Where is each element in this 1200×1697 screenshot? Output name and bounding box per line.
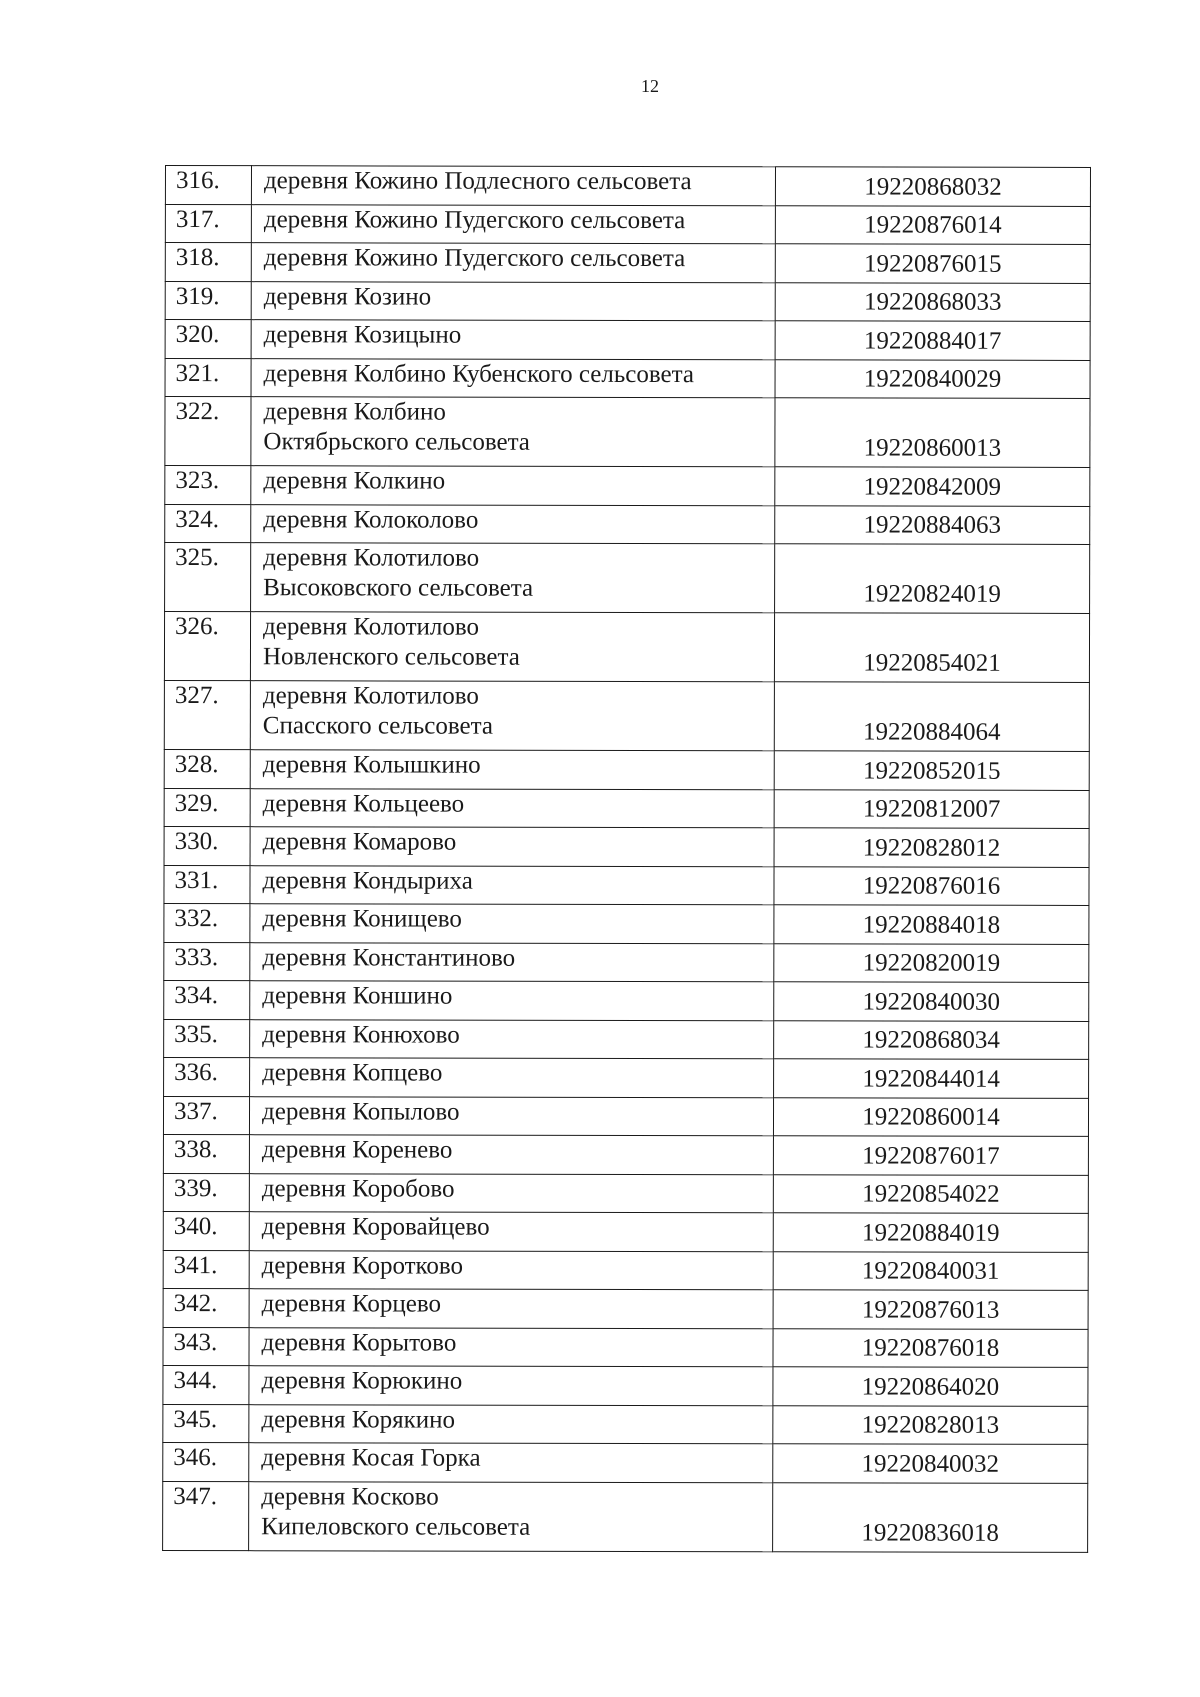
table-row (165, 320, 1090, 360)
oktmo-code: 19220820019 (774, 943, 1089, 982)
row-number: 327. (164, 680, 250, 749)
settlement-name (249, 1327, 773, 1367)
settlement-name-line: деревня Коротково (261, 1251, 464, 1280)
table-row (164, 903, 1089, 943)
settlement-name (250, 750, 774, 790)
row-number: 329. (164, 788, 250, 827)
table-row (164, 612, 1089, 683)
table-row (163, 1442, 1088, 1482)
settlement-name (249, 1404, 773, 1444)
table-row (165, 243, 1090, 283)
settlement-name (249, 1096, 773, 1136)
settlement-name-line: деревня Конюхово (262, 1020, 460, 1049)
settlement-name-line: деревня Корюкино (261, 1367, 463, 1395)
settlement-name (249, 1481, 773, 1551)
settlement-name-line: деревня Колотилово (262, 682, 479, 710)
oktmo-code: 19220854021 (774, 613, 1089, 683)
row-number: 338. (163, 1134, 249, 1173)
table-row (163, 1134, 1088, 1174)
oktmo-code: 19220860013 (775, 398, 1090, 468)
table-row (165, 204, 1090, 244)
settlement-name (250, 788, 774, 828)
table-row (163, 1211, 1088, 1251)
row-number: 333. (164, 942, 250, 981)
row-number: 323. (165, 466, 251, 505)
row-number: 335. (164, 1019, 250, 1058)
settlement-name-line: деревня Колкино (263, 467, 446, 495)
settlement-name (250, 865, 774, 905)
table-row (164, 680, 1089, 751)
settlement-name (249, 1366, 773, 1406)
table-row (165, 543, 1090, 614)
table-row (163, 1327, 1088, 1367)
settlement-name (250, 1058, 774, 1098)
table-row (165, 166, 1090, 206)
oktmo-code: 19220876016 (774, 866, 1089, 905)
oktmo-code: 19220840030 (774, 982, 1089, 1021)
settlement-name-line: деревня Кожино Пудегского сельсовета (263, 205, 686, 234)
row-number: 317. (165, 204, 251, 243)
table-row (165, 504, 1090, 544)
row-number: 319. (165, 281, 251, 320)
row-number: 347. (163, 1481, 249, 1550)
row-number: 345. (163, 1404, 249, 1443)
settlements-table-wrapper (162, 165, 1090, 1552)
settlement-name-line: деревня Колоколово (263, 505, 479, 534)
settlement-name (251, 243, 775, 283)
settlement-name-line: деревня Кондыриха (262, 866, 473, 895)
settlement-name (249, 1289, 773, 1329)
settlement-name (250, 942, 774, 982)
settlement-name-line: деревня Колбино Кубенского сельсовета (263, 359, 694, 388)
table-row (163, 1365, 1088, 1405)
oktmo-code: 19220828013 (773, 1405, 1088, 1444)
oktmo-code: 19220844014 (774, 1059, 1089, 1098)
row-number: 321. (165, 358, 251, 397)
settlement-name-line: деревня Копцево (262, 1059, 443, 1087)
settlement-name-line: деревня Конищево (262, 905, 462, 933)
settlement-name (250, 981, 774, 1021)
settlement-name (251, 397, 775, 467)
row-number: 330. (164, 826, 250, 865)
settlement-name-line: Новленского сельсовета (262, 643, 520, 671)
row-number: 339. (163, 1173, 249, 1212)
row-number: 334. (164, 980, 250, 1019)
table-row (165, 397, 1090, 468)
oktmo-code: 19220884064 (774, 682, 1089, 752)
settlement-name (251, 466, 775, 506)
oktmo-code: 19220868032 (775, 167, 1090, 206)
table-row (164, 1019, 1089, 1059)
oktmo-code: 19220840029 (775, 359, 1090, 398)
settlement-name-line: Октябрьского сельсовета (263, 428, 530, 456)
row-number: 318. (165, 243, 251, 282)
oktmo-code: 19220864020 (773, 1367, 1088, 1406)
oktmo-code: 19220854022 (773, 1174, 1088, 1213)
oktmo-code: 19220868033 (775, 282, 1090, 321)
row-number: 324. (165, 504, 251, 543)
oktmo-code: 19220884063 (775, 505, 1090, 544)
settlement-name (250, 681, 774, 751)
row-number: 328. (164, 749, 250, 788)
settlement-name-line: деревня Кольцеево (262, 789, 465, 818)
row-number: 322. (165, 397, 251, 466)
settlement-name-line: деревня Козино (263, 282, 432, 311)
oktmo-code: 19220876015 (775, 244, 1090, 283)
settlement-name (251, 320, 775, 360)
row-number: 332. (164, 903, 250, 942)
settlement-name (251, 358, 775, 398)
table-row (164, 826, 1089, 866)
settlement-name (249, 1250, 773, 1290)
settlement-name-line: деревня Коробово (261, 1174, 455, 1203)
table-row (165, 281, 1090, 321)
table-row (164, 942, 1089, 982)
table-row (163, 1096, 1088, 1136)
table-row (164, 980, 1089, 1020)
settlement-name (251, 504, 775, 544)
row-number: 316. (165, 166, 251, 205)
settlement-name-line: деревня Колотилово (263, 613, 480, 641)
table-row (164, 865, 1089, 905)
oktmo-code: 19220852015 (774, 751, 1089, 790)
row-number: 336. (164, 1057, 250, 1096)
settlement-name (250, 612, 774, 682)
row-number: 342. (163, 1288, 249, 1327)
table-row (165, 466, 1090, 506)
settlement-name-line: Спасского сельсовета (262, 712, 494, 740)
settlement-name-line: деревня Комарово (262, 828, 457, 856)
oktmo-code: 19220884018 (774, 905, 1089, 944)
table-row (164, 788, 1089, 828)
table-row (164, 749, 1089, 789)
table-row (163, 1288, 1088, 1328)
row-number: 343. (163, 1327, 249, 1366)
row-number: 325. (165, 543, 251, 612)
row-number: 340. (163, 1211, 249, 1250)
table-row (163, 1173, 1088, 1213)
oktmo-code: 19220876017 (773, 1136, 1088, 1175)
settlement-name (249, 1443, 773, 1483)
settlements-table (162, 165, 1091, 1552)
oktmo-code: 19220884017 (775, 321, 1090, 360)
settlement-name-line: деревня Кожино Подлесного сельсовета (263, 167, 692, 196)
settlement-name-line: Кипеловского сельсовета (261, 1512, 531, 1541)
settlement-name (251, 166, 775, 206)
oktmo-code: 19220884019 (773, 1213, 1088, 1252)
table-row (164, 1057, 1089, 1097)
settlement-name-line: деревня Косково (261, 1482, 439, 1511)
settlement-name-line: деревня Константиново (262, 943, 516, 972)
oktmo-code: 19220876013 (773, 1290, 1088, 1329)
settlement-name-line: деревня Колбино (263, 398, 446, 426)
row-number: 326. (164, 612, 250, 681)
oktmo-code: 19220824019 (775, 544, 1090, 614)
row-number: 346. (163, 1442, 249, 1481)
settlement-name-line: деревня Корцево (261, 1290, 442, 1318)
settlement-name-line: деревня Корякино (261, 1405, 456, 1434)
settlement-name-line: деревня Колотилово (263, 544, 480, 572)
table-row (165, 358, 1090, 398)
settlement-name-line: деревня Копылово (261, 1097, 460, 1126)
row-number: 344. (163, 1365, 249, 1404)
settlement-name-line: деревня Козицыно (263, 321, 462, 349)
settlement-name (251, 204, 775, 244)
settlement-name-line: Высоковского сельсовета (263, 574, 534, 602)
oktmo-code: 19220836018 (773, 1482, 1088, 1552)
settlement-name-line: деревня Колышкино (262, 751, 481, 779)
settlement-name (249, 1135, 773, 1175)
settlement-name-line: деревня Корытово (261, 1328, 457, 1357)
settlement-name-line: деревня Коншино (262, 982, 453, 1010)
settlement-name (251, 281, 775, 321)
settlement-name-line: деревня Коренево (261, 1136, 453, 1164)
row-number: 337. (163, 1096, 249, 1135)
oktmo-code: 19220868034 (774, 1020, 1089, 1059)
oktmo-code: 19220840032 (773, 1444, 1088, 1483)
settlement-name (250, 1019, 774, 1059)
settlement-name (251, 543, 775, 613)
settlement-name-line: деревня Коровайцево (261, 1213, 490, 1241)
oktmo-code: 19220812007 (774, 789, 1089, 828)
oktmo-code: 19220842009 (775, 467, 1090, 506)
row-number: 320. (165, 320, 251, 359)
oktmo-code: 19220876014 (775, 205, 1090, 244)
settlement-name-line: деревня Кожино Пудегского сельсовета (263, 244, 686, 273)
settlement-name (250, 827, 774, 867)
oktmo-code: 19220840031 (773, 1251, 1088, 1290)
settlement-name-line: деревня Косая Горка (261, 1444, 481, 1472)
settlement-name (249, 1212, 773, 1252)
settlement-name (249, 1173, 773, 1213)
oktmo-code: 19220876018 (773, 1328, 1088, 1367)
row-number: 331. (164, 865, 250, 904)
table-row (163, 1250, 1088, 1290)
oktmo-code: 19220860014 (773, 1097, 1088, 1136)
table-body (163, 166, 1091, 1552)
oktmo-code: 19220828012 (774, 828, 1089, 867)
page-number: 12 (641, 76, 659, 96)
settlement-name (250, 904, 774, 944)
table-row (163, 1481, 1088, 1552)
row-number: 341. (163, 1250, 249, 1289)
table-row (163, 1404, 1088, 1444)
